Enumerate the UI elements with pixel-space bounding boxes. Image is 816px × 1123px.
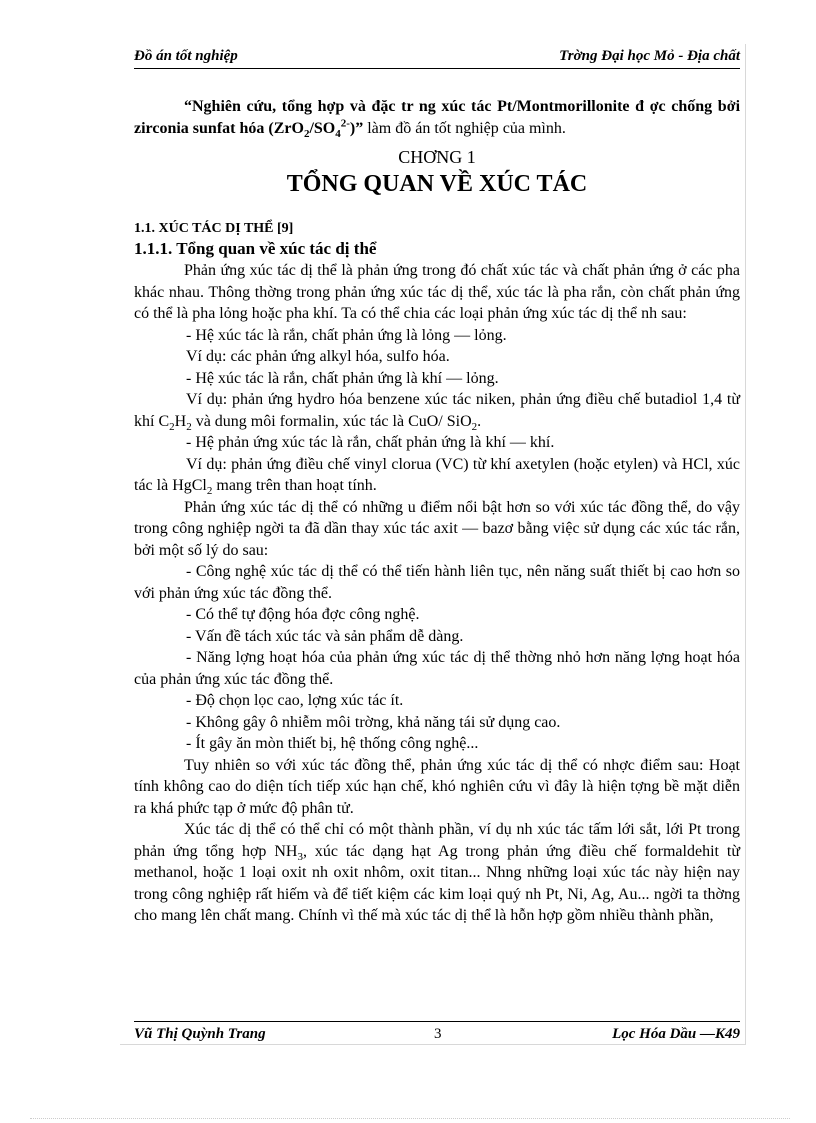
paragraph-2: Phản ứng xúc tác dị thể có những u điểm nổi bật hơn so với xúc tác đồng thể, do vậy trong công nghiệp ngời ta đã dần thay xúc tác axit — bazơ bằng việc sử dụng các xúc tác rắn, bởi một số lý do sau:: [134, 498, 740, 559]
page-number: 3: [434, 1026, 442, 1042]
bullet-5: - Độ chọn lọc cao, lợng xúc tác ít.: [186, 692, 404, 709]
page-footer: [134, 1021, 740, 1048]
example-hydro: Ví dụ: phản ứng hydro hóa benzene xúc tác niken, phản ứng điều chế butadiol 1,4 từ khí $C_2H_2$ và dung môi formalin, xúc tác là CuO/ SiO$_2$.: [134, 391, 740, 433]
intro-rest: làm đồ án tốt nghiệp của mình.: [363, 119, 566, 137]
bullet-4: - Năng lợng hoạt hóa của phản ứng xúc tác dị thể thờng nhỏ hơn năng lợng hoạt hóa của phản ứng xúc tác đồng thể.: [134, 649, 740, 688]
page-edge-divider: [30, 1118, 790, 1119]
bullet-2: - Có thể tự động hóa đợc công nghệ.: [186, 606, 420, 623]
bullet-7: - Ít gây ăn mòn thiết bị, hệ thống công nghệ...: [186, 735, 479, 752]
list-item-2: Ví dụ: các phản ứng alkyl hóa, sulfo hóa.: [186, 348, 450, 365]
section-heading: 1.1. XÚC TÁC DỊ THỂ [9]: [134, 221, 294, 236]
subsection-heading: 1.1.1. Tổng quan về xúc tác dị thể: [134, 239, 377, 258]
paragraph-3: Tuy nhiên so với xúc tác đồng thể, phản ứng xúc tác dị thể có nhợc điểm sau: Hoạt tính không cao do diện tích tiếp xúc hạn chế, khó nghiên cứu vì đây là hiện tợng bề mặt diễn ra khá phức tạp ở mức độ phân tử.: [134, 756, 740, 817]
paragraph-1: Phản ứng xúc tác dị thể là phản ứng trong đó chất xúc tác và chất phản ứng ở các pha khác nhau. Thông thờng trong phản ứng xúc tác dị thể, xúc tác là pha rắn, còn chất phản ứng có thể là pha lỏng hoặc pha khí. Ta có thể chia các loại phản ứng xúc tác dị thể nh sau:: [134, 262, 740, 322]
thesis-title-a: “Nghiên cứu, tổng hợp và đặc tr ng xúc tác Pt/Montmorillonite: [184, 98, 630, 115]
chapter-label: CHƠNG 1: [398, 147, 476, 167]
bullet-6: - Không gây ô nhiễm môi trờng, khả năng tái sử dụng cao.: [186, 713, 561, 731]
footer-author: Vũ Thị Quỳnh Trang: [134, 1026, 266, 1042]
chapter-title: TỔNG QUAN VỀ XÚC TÁC: [286, 171, 588, 197]
page-header: [134, 48, 740, 69]
paragraph-4: Xúc tác dị thể có thể chỉ có một thành phần, ví dụ nh xúc tác tấm lới sắt, lới Pt trong phản ứng tổng hợp $NH_3$, xúc tác dạng hạt Ag trong phản ứng điều chế formaldehit từ methanol, hoặc 1 loại oxit nh oxit nhôm, oxit titan... Nhng những loại xúc tác này hiện nay trong công nghiệp rất hiếm và để tiết kiệm các kim loại quý nh Pt, Ni, Ag, Au... ngời ta thờng cho mang lên chất mang. Chính vì thế mà xúc tác dị thể là hỗn hợp gồm nhiều thành phần,: [134, 821, 740, 924]
footer-department: Lọc Hóa Dầu —K49: [612, 1026, 740, 1042]
list-item-3: - Hệ xúc tác là rắn, chất phản ứng là khí — lỏng.: [186, 369, 499, 387]
list-item-1: - Hệ xúc tác là rắn, chất phản ứng là lỏng — lỏng.: [186, 326, 507, 344]
intro-paragraph: [134, 96, 740, 139]
example-vc: Ví dụ: phản ứng điều chế vinyl clorua (VC) từ khí axetylen (hoặc etylen) và HCl, xúc tác là HgCl$_2$ mang trên than hoạt tính.: [134, 455, 740, 498]
list-item-5: - Hệ phản ứng xúc tác là rắn, chất phản ứng là khí — khí.: [186, 434, 555, 451]
bullet-3: - Vấn đề tách xúc tác và sản phẩm dễ dàng.: [186, 627, 464, 645]
bullet-1: - Công nghệ xúc tác dị thể có thể tiến hành liên tục, nên năng suất thiết bị cao hơn so với phản ứng xúc tác đồng thể.: [134, 563, 740, 602]
header-right: Trờng Đại học Mỏ - Địa chất: [559, 48, 740, 64]
header-left: Đồ án tốt nghiệp: [134, 48, 238, 64]
page-body: [134, 96, 740, 927]
thesis-title-b: đ ợc chống bởi zirconia sunfat hóa $(ZrO_2/SO_4^{2-})$”: [134, 98, 741, 140]
